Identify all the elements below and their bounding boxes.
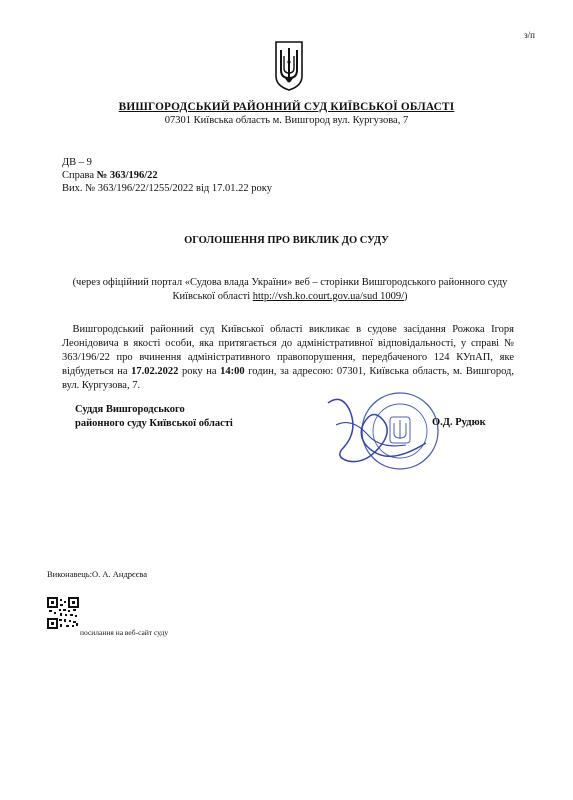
outgoing-number: Вих. № 363/196/22/1255/2022 від 17.01.22 року — [62, 183, 272, 194]
portal-note — [70, 276, 510, 303]
summons-part2: року на — [178, 366, 221, 377]
qr-caption: посилання на веб-сайт суду — [80, 628, 169, 637]
portal-close: ) — [404, 290, 408, 302]
qr-code-icon[interactable] — [47, 597, 79, 629]
case-number — [62, 169, 158, 182]
notice-heading: ОГОЛОШЕННЯ ПРО ВИКЛИК ДО СУДУ — [184, 235, 389, 246]
court-website-link[interactable]: http://vsh.ko.court.gov.ua/sud 1009/ — [252, 290, 405, 302]
summons-part3: годин, за адресою: 07301, Київська область, м. Вишгород, вул. Кургузова, 7. — [62, 366, 515, 391]
executor: Виконавець:О. А. Андрєєва — [47, 569, 148, 579]
court-address: 07301 Київська область м. Вишгород вул. Кургузова, 7 — [164, 115, 409, 126]
hearing-time: 14:00 — [220, 366, 245, 377]
court-name: ВИШГОРОДСЬКИЙ РАЙОННИЙ СУД КИЇВСЬКОЇ ОБЛАСТІ — [118, 101, 455, 113]
hearing-date: 17.02.2022 — [131, 366, 179, 377]
court-stamp-signature — [322, 383, 452, 483]
page-mark: з/п — [524, 30, 535, 40]
coat-of-arms-icon — [273, 40, 305, 92]
judge-position-line1: Суддя Вишгородського — [75, 404, 185, 415]
portal-text: (через офіційний портал «Судова влада України» веб – сторінки Вишгородського районного суду Київської області — [72, 277, 508, 302]
summons-part1: Вишгородський районний суд Київської області викликає в судове засідання Рожока Ігоря Леонідовича в якості особи, яка притягається до адміністративної відповідальності, у справі № 363/196/22 про вчинення адміністративного правопорушення, передбаченого 124 КУпАП, яке відбудеться на — [62, 324, 514, 377]
judge-position-line2: районного суду Київської області — [75, 418, 233, 429]
judge-name: О.Д. Рудюк — [432, 417, 486, 428]
judge-position — [75, 403, 233, 431]
case-label: Справа — [62, 170, 97, 181]
case-number-value: № 363/196/22 — [96, 170, 158, 181]
document-code: ДВ – 9 — [62, 157, 92, 168]
